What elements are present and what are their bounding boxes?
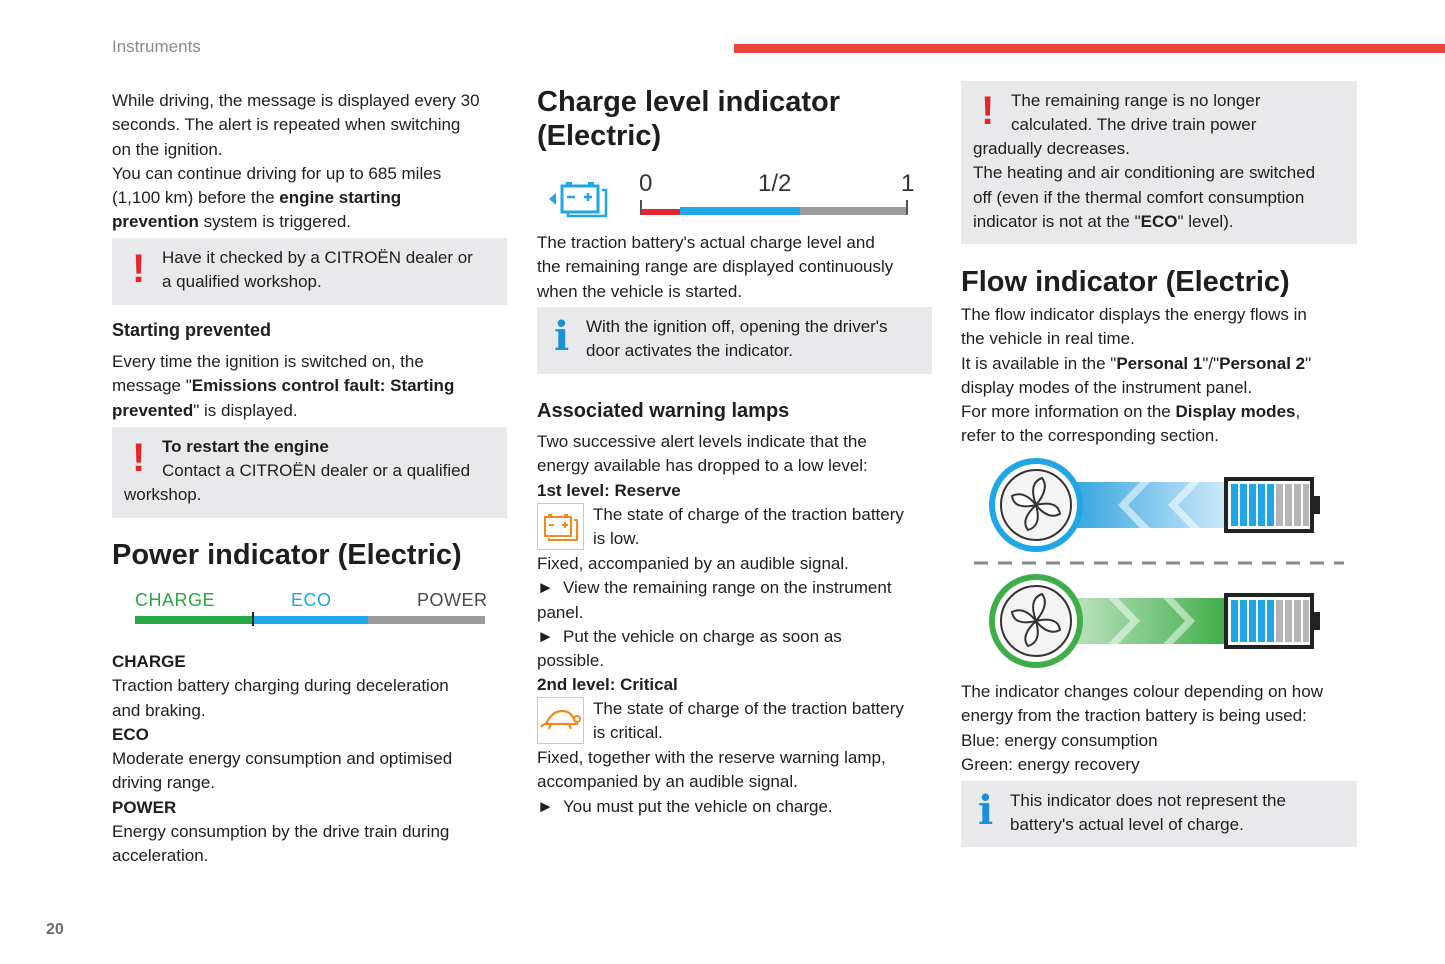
battery-reserve-icon	[538, 504, 583, 549]
paragraph: While driving, the message is displayed every 30 seconds. The alert is repeated when switching on the ignition. You can continue driving for up to 685 miles (1,100 km) before the engine starting prevention system is triggered.	[112, 91, 480, 232]
paragraph: The traction battery's actual charge level and the remaining range are displayed continuously when the vehicle is started.	[537, 233, 894, 301]
reserve-warning-lamp	[537, 503, 584, 550]
paragraph: The indicator changes colour depending on how energy from the traction battery is being used: Blue: energy consumption Green: energy recovery	[961, 682, 1323, 774]
section-title: Instruments	[112, 37, 201, 56]
eco-segment	[253, 616, 368, 624]
warning-icon: !	[981, 89, 995, 133]
gauge-half-label: 1/2	[758, 170, 792, 197]
flow-indicator-heading: Flow indicator (Electric)	[961, 266, 1290, 298]
gauge-zero-label: 0	[639, 170, 653, 197]
paragraph: Two successive alert levels indicate that the energy available has dropped to a low level: 1st level: Reserve	[537, 432, 868, 500]
turtle-icon	[538, 698, 583, 743]
warning-lamps-heading: Associated warning lamps	[537, 400, 790, 422]
info-icon: i	[554, 313, 570, 360]
warning-icon: !	[132, 247, 146, 291]
paragraph: The state of charge of the traction battery is low.	[593, 505, 904, 549]
scale-divider	[252, 612, 254, 626]
power-indicator-heading: Power indicator (Electric)	[112, 539, 462, 571]
gauge-blue-segment	[680, 207, 800, 215]
warning-box: ! Have it checked by a CITROËN dealer or a qualified workshop.	[112, 238, 507, 305]
paragraph: The state of charge of the traction battery is critical.	[593, 699, 904, 743]
column-1	[112, 89, 512, 235]
warning-box: ! The remaining range is no longer calculated. The drive train power gradually decreases. The heating and air conditioning are switched off (even if the thermal comfort consumption indicator is not at the "ECO" level).	[961, 81, 1357, 244]
info-box: i This indicator does not represent the battery's actual level of charge.	[961, 781, 1357, 847]
power-segment	[368, 616, 485, 624]
paragraph: Fixed, accompanied by an audible signal. ► View the remaining range on the instrument panel. ► Put the vehicle on charge as soon as possible. 2nd level: Critical	[537, 554, 892, 695]
battery-icon	[546, 176, 616, 226]
info-icon: i	[978, 787, 994, 834]
consumption-flow	[992, 461, 1320, 549]
power-definitions: CHARGE Traction battery charging during deceleration and braking. ECO Moderate energy consumption and optimised driving range. POWER Energy consumption by the drive train during acceleration.	[112, 652, 453, 866]
page-number: 20	[46, 921, 64, 938]
flow-illustration	[968, 458, 1348, 676]
info-box: i With the ignition off, opening the driver's door activates the indicator.	[537, 307, 932, 374]
power-scale	[135, 588, 488, 628]
warning-box: ! To restart the engine Contact a CITROËN dealer or a qualified workshop.	[112, 427, 507, 518]
power-label: POWER	[417, 590, 488, 610]
starting-prevented-heading: Starting prevented	[112, 320, 272, 340]
charge-level-heading: Charge level indicator (Electric)	[537, 86, 840, 152]
gauge-tick	[640, 200, 642, 215]
gauge-red-segment	[640, 209, 680, 215]
warning-icon: !	[132, 436, 146, 480]
gauge-tick	[906, 200, 908, 215]
gauge-full-label: 1	[901, 170, 915, 197]
eco-label: ECO	[291, 590, 332, 610]
recovery-flow	[992, 577, 1320, 665]
gauge-grey-segment	[800, 207, 908, 215]
header-accent-bar	[734, 44, 1445, 53]
critical-warning-lamp	[537, 697, 584, 744]
charge-label: CHARGE	[135, 590, 216, 610]
charge-gauge	[546, 170, 916, 220]
paragraph: The flow indicator displays the energy flows in the vehicle in real time. It is available in the "Personal 1"/"Personal 2" display modes of the instrument panel. For more information on the Display modes, refer to the corresponding section.	[961, 305, 1312, 446]
paragraph: Fixed, together with the reserve warning lamp, accompanied by an audible signal. ► You must put the vehicle on charge.	[537, 748, 886, 816]
paragraph: Every time the ignition is switched on, the message "Emissions control fault: Starting prevented" is displayed.	[112, 352, 455, 420]
charge-segment	[135, 616, 253, 624]
